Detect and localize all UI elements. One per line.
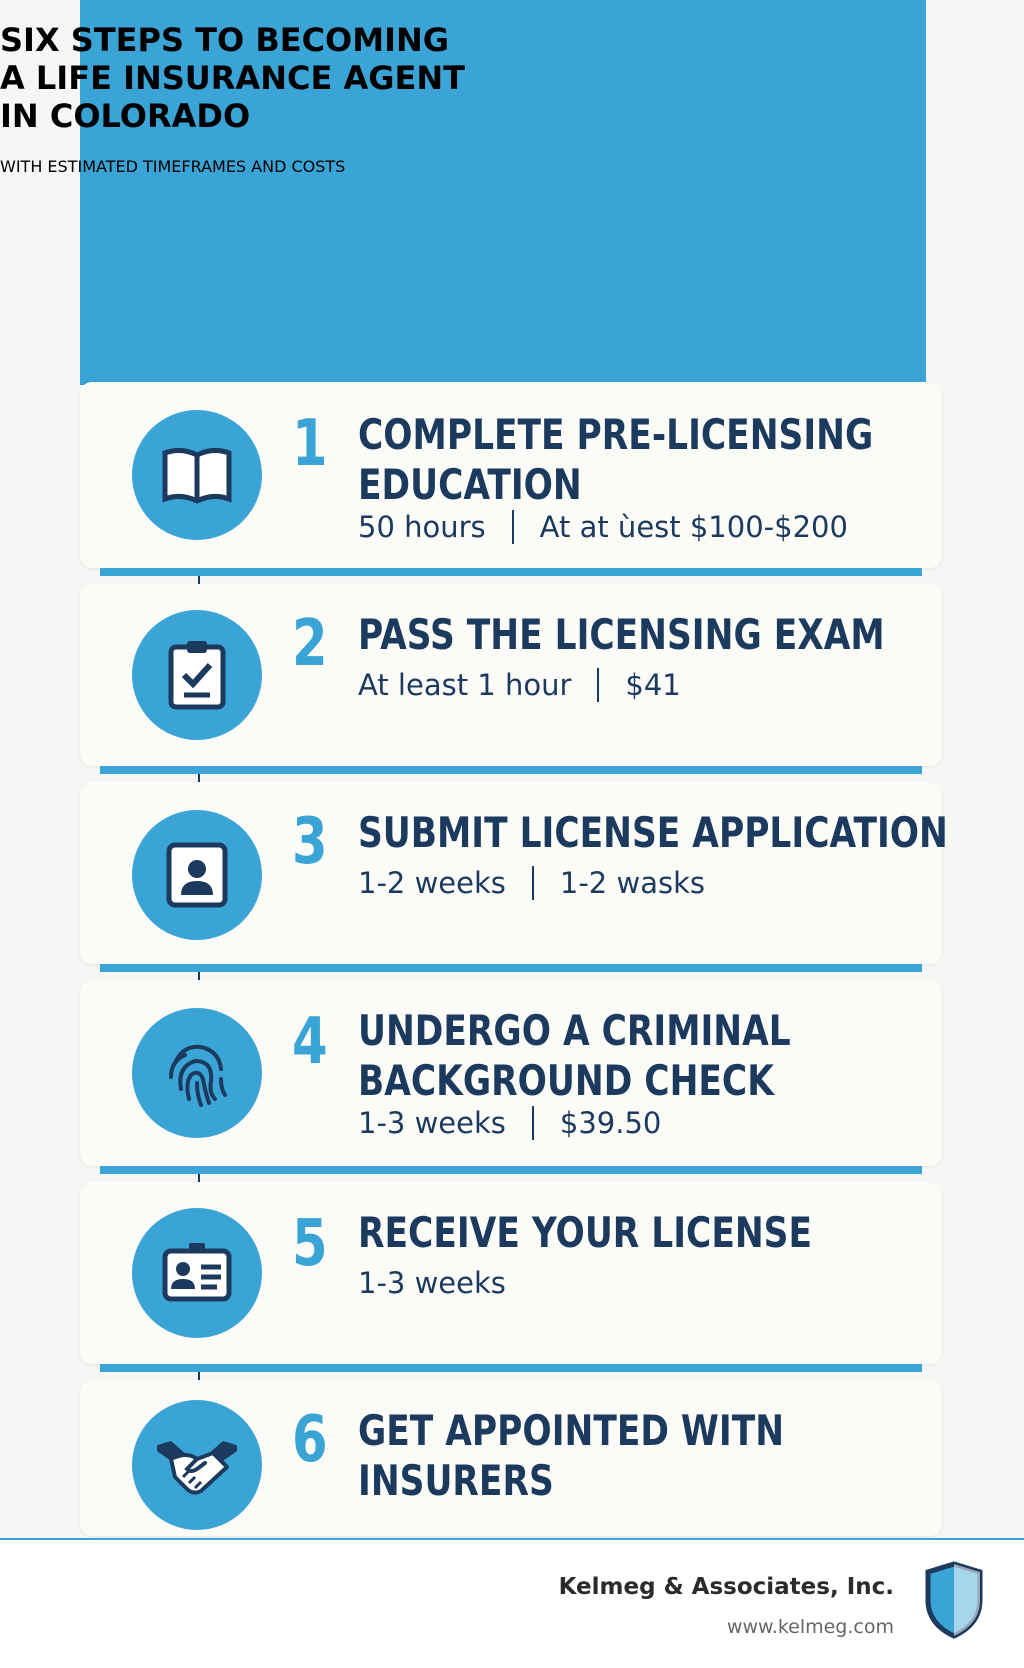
shield-icon	[924, 1560, 984, 1640]
card-divider	[100, 568, 922, 576]
step-number: 6	[292, 1403, 328, 1477]
step-number: 2	[292, 607, 328, 681]
step-title: SUBMIT LICENSE APPLICATION	[358, 808, 948, 857]
page-subtitle: WITH ESTIMATED TIMEFRAMES AND COSTS	[0, 156, 346, 176]
handshake-icon	[132, 1400, 262, 1530]
step-meta	[358, 866, 705, 900]
step-meta	[358, 668, 681, 702]
company-name: Kelmeg & Associates, Inc.	[558, 1574, 894, 1600]
footer	[0, 1538, 1024, 1668]
title-line-2: A LIFE INSURANCE AGENT	[0, 59, 465, 98]
page-title	[0, 21, 465, 135]
step-meta	[358, 1266, 506, 1300]
step-cost: $41	[625, 668, 681, 702]
separator	[532, 866, 534, 900]
step-card-6	[80, 1380, 942, 1536]
step-cost: $39.50	[559, 1106, 662, 1140]
license-card-icon	[132, 1208, 262, 1338]
step-title: COMPLETE PRE-LICENSING EDUCATION	[358, 410, 874, 509]
fingerprint-icon	[132, 1008, 262, 1138]
step-title: UNDERGO A CRIMINAL BACKGROUND CHECK	[358, 1006, 791, 1105]
clipboard-check-icon	[132, 610, 262, 740]
separator	[532, 1106, 534, 1140]
step-title: RECEIVE YOUR LICENSE	[358, 1208, 813, 1257]
step-time: 1-2 weeks	[358, 866, 506, 900]
step-card-2	[80, 584, 942, 766]
card-divider	[100, 766, 922, 774]
step-card-1	[80, 382, 942, 568]
step-number: 4	[292, 1005, 328, 1079]
step-time: 1-3 weeks	[358, 1266, 506, 1300]
card-divider	[100, 1364, 922, 1372]
separator	[512, 510, 514, 544]
card-divider	[100, 964, 922, 972]
company-url[interactable]: www.kelmeg.com	[726, 1616, 894, 1638]
step-meta	[358, 510, 848, 544]
step-card-3	[80, 782, 948, 964]
step-time: 1-3 weeks	[358, 1106, 506, 1140]
step-number: 1	[292, 407, 328, 481]
step-cost: 1-2 wasks	[559, 866, 705, 900]
step-title: GET APPOINTED WITN INSURERS	[358, 1406, 785, 1505]
header	[0, 0, 465, 192]
title-line-1: SIX STEPS TO BECOMING	[0, 21, 450, 60]
card-divider	[100, 1166, 922, 1174]
step-card-4	[80, 980, 942, 1166]
step-meta	[358, 1106, 661, 1140]
step-card-5	[80, 1182, 942, 1364]
step-title: PASS THE LICENSING EXAM	[358, 610, 885, 659]
book-icon	[132, 410, 262, 540]
step-time: 50 hours	[358, 510, 486, 544]
step-number: 3	[292, 805, 328, 879]
separator	[597, 668, 599, 702]
title-line-3: IN COLORADO	[0, 97, 251, 136]
step-cost: At at ùest $100-$200	[539, 510, 848, 544]
step-number: 5	[292, 1207, 328, 1281]
id-portrait-icon	[132, 810, 262, 940]
step-time: At least 1 hour	[358, 668, 572, 702]
